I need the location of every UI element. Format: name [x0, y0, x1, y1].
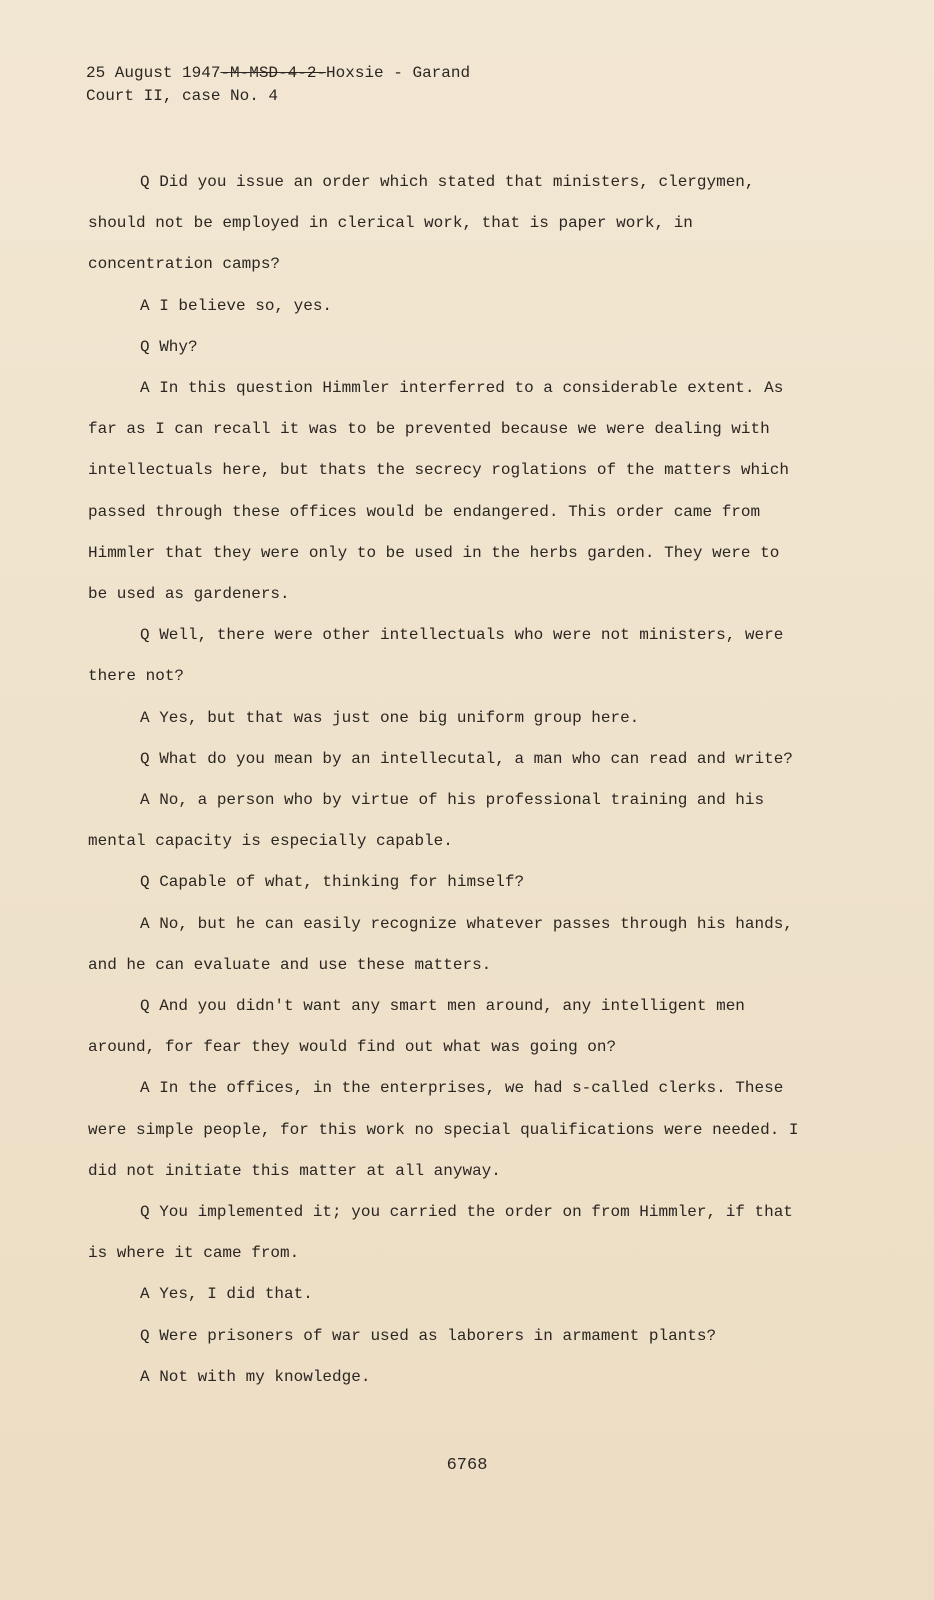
transcript-paragraph: Q You implemented it; you carried the order on from Himmler, if that is where it came from. [88, 1203, 793, 1263]
document-header [86, 62, 470, 108]
transcript-paragraph: Q Were prisoners of war used as laborers in armament plants? [140, 1326, 717, 1345]
header-struck-reference: -M-MSD-4-2- [220, 64, 327, 82]
transcript-paragraph: A In the offices, in the enterprises, we had s-called clerks. These were simple people, for this work no special qualifications were needed. I did not initiate this matter at all anyway. [88, 1079, 799, 1180]
transcript-paragraph: A Not with my knowledge. [140, 1367, 371, 1386]
transcript-paragraph: A In this question Himmler interferred to a considerable extent. As far as I can recall it was to be prevented because we were dealing with intellectuals here, but thats the secrecy roglations of the matters which passed through these offices would be endangered. This order came from Himmler that they were only to be used in the herbs garden. They were to be used as gardeners. [88, 379, 789, 604]
transcript-paragraph: Q Why? [140, 337, 198, 356]
transcript-paragraph: A No, but he can easily recognize whatever passes through his hands, and he can evaluate and use these matters. [88, 914, 793, 974]
header-date: 25 August 1947 [86, 64, 221, 82]
transcript-paragraph: A No, a person who by virtue of his professional training and his mental capacity is especially capable. [88, 791, 765, 851]
transcript-paragraph: A I believe so, yes. [140, 296, 333, 315]
header-names: Hoxsie - Garand [326, 64, 471, 82]
header-line-2: Court II, case No. 4 [86, 87, 279, 105]
header-line-1 [86, 62, 470, 85]
transcript-body [88, 162, 808, 1398]
transcript-paragraph: Q Capable of what, thinking for himself? [140, 873, 525, 892]
transcript-paragraph: A Yes, I did that. [140, 1285, 313, 1304]
transcript-paragraph: Q What do you mean by an intellecutal, a man who can read and write? [140, 749, 793, 768]
transcript-paragraph: Q And you didn't want any smart men around, any intelligent men around, for fear they would find out what was going on? [88, 997, 745, 1057]
transcript-paragraph: Q Well, there were other intellectuals who were not ministers, were there not? [88, 626, 784, 686]
transcript-paragraph: A Yes, but that was just one big uniform group here. [140, 708, 640, 727]
transcript-paragraph: Q Did you issue an order which stated that ministers, clergymen, should not be employed in clerical work, that is paper work, in concentration camps? [88, 173, 755, 274]
page-number: 6768 [446, 1456, 488, 1475]
